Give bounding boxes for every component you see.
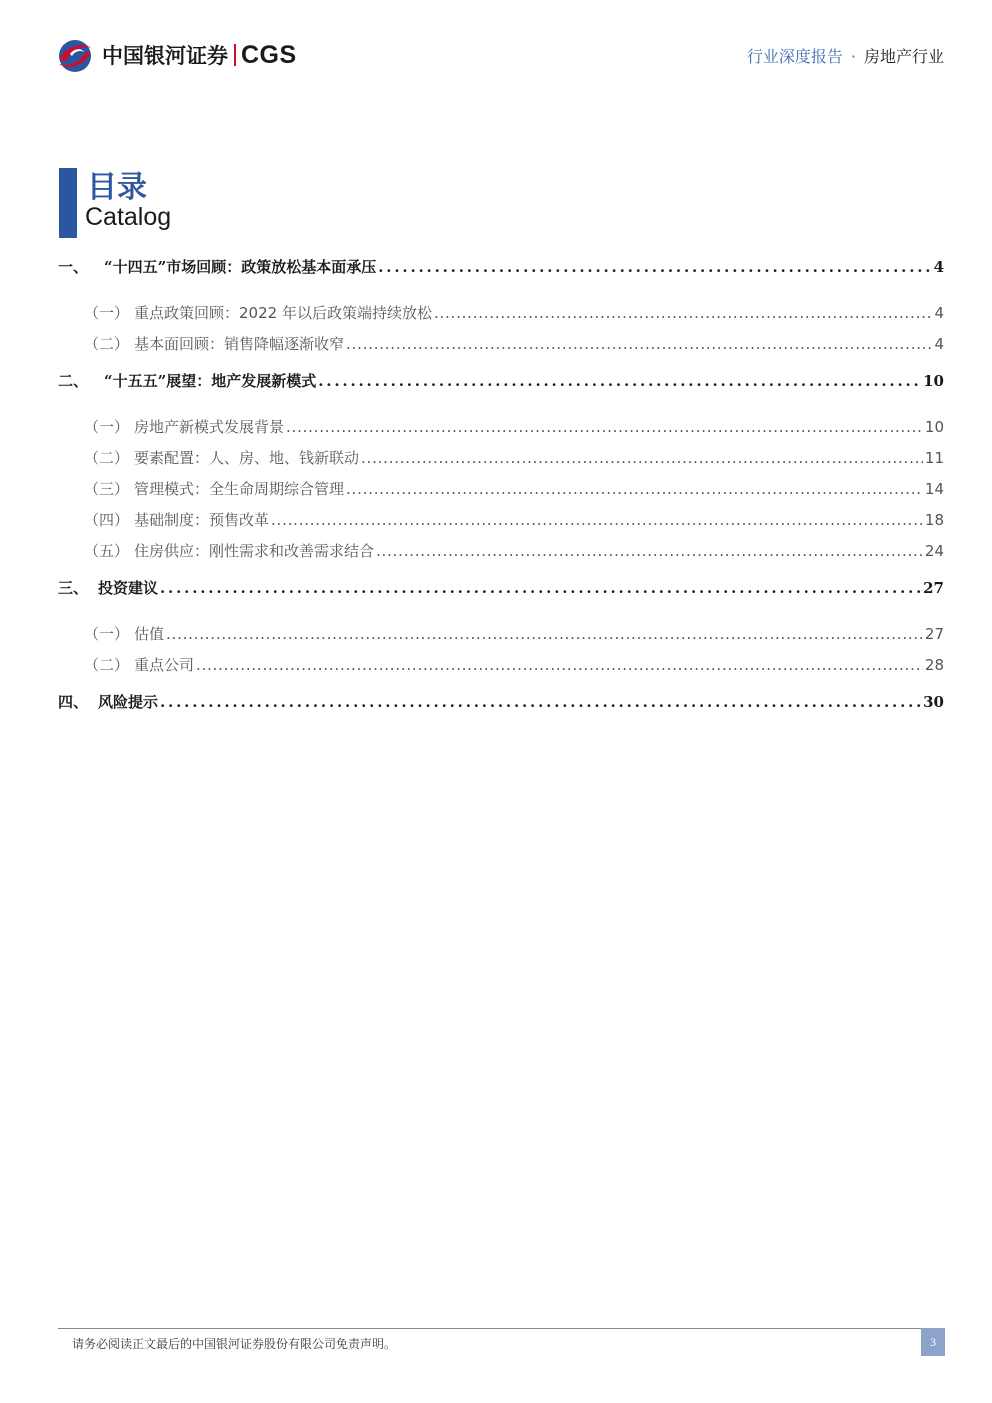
- toc-leader-dots: [196, 656, 923, 674]
- header-separator: ·: [850, 47, 856, 66]
- company-logo: [56, 36, 297, 74]
- toc-entry[interactable]: [58, 540, 944, 561]
- toc-number: （一）: [84, 304, 130, 322]
- report-type: 行业深度报告: [746, 47, 843, 66]
- toc-entry[interactable]: [58, 256, 944, 277]
- footer-disclaimer: 请务必阅读正文最后的中国银河证券股份有限公司免责声明。: [72, 1337, 397, 1351]
- toc-leader-dots: [378, 258, 931, 276]
- toc-entry[interactable]: [58, 654, 944, 675]
- toc-number: （一）: [84, 418, 130, 436]
- toc-page-number: 10: [923, 372, 944, 390]
- toc-number: 二、: [58, 372, 89, 390]
- toc-leader-dots: [160, 579, 921, 597]
- toc-title: 基础制度：预售改革: [134, 511, 270, 529]
- toc-number: （五）: [84, 542, 130, 560]
- toc-leader-dots: [346, 480, 923, 498]
- toc-page-number: 4: [934, 304, 944, 322]
- toc-title: 重点公司: [134, 656, 195, 674]
- toc-title: “十五五”展望：地产发展新模式: [104, 372, 317, 390]
- toc-entry[interactable]: [58, 416, 944, 437]
- footer-divider: [58, 1328, 944, 1329]
- toc-page-number: 11: [924, 449, 944, 467]
- toc-title: 管理模式：全生命周期综合管理: [134, 480, 345, 498]
- toc-number: （二）: [84, 656, 130, 674]
- page-number-badge: 3: [921, 1328, 945, 1356]
- toc-page-number: 28: [924, 656, 944, 674]
- toc-number: 一、: [58, 258, 89, 276]
- toc-page-number: 4: [934, 335, 944, 353]
- catalog-title-cn: 目录: [87, 170, 147, 205]
- industry-label: 房地产行业: [863, 47, 944, 66]
- toc-title: 要素配置：人、房、地、钱新联动: [134, 449, 360, 467]
- toc-title: 住房供应：刚性需求和改善需求结合: [134, 542, 375, 560]
- toc-entry[interactable]: [58, 370, 944, 391]
- toc-title: 风险提示: [98, 693, 159, 711]
- toc-title: 房地产新模式发展背景: [134, 418, 285, 436]
- toc-entry[interactable]: [58, 447, 944, 468]
- page-header: [0, 0, 992, 110]
- toc-leader-dots: [318, 372, 921, 390]
- catalog-accent-bar: [59, 168, 77, 238]
- toc-leader-dots: [166, 625, 923, 643]
- toc-page-number: 18: [924, 511, 944, 529]
- cgs-logo-icon: [56, 36, 96, 74]
- toc-leader-dots: [286, 418, 923, 436]
- toc-page-number: 4: [933, 258, 944, 276]
- report-category: [747, 44, 944, 67]
- toc-entry[interactable]: [58, 623, 944, 644]
- toc-page-number: 27: [923, 579, 944, 597]
- toc-number: 三、: [58, 579, 89, 597]
- toc-number: （二）: [84, 449, 130, 467]
- toc-entry[interactable]: [58, 333, 944, 354]
- toc-leader-dots: [160, 693, 921, 711]
- toc-page-number: 24: [924, 542, 944, 560]
- toc-title: 基本面回顾：销售降幅逐渐收窄: [134, 335, 345, 353]
- toc-title: 估值: [134, 625, 165, 643]
- toc-title: 投资建议: [98, 579, 159, 597]
- toc-entry[interactable]: [58, 577, 944, 598]
- toc-page-number: 14: [924, 480, 944, 498]
- toc-title: “十四五”市场回顾：政策放松基本面承压: [104, 258, 377, 276]
- toc-leader-dots: [434, 304, 933, 322]
- catalog-title-en: Catalog: [85, 203, 172, 231]
- toc-leader-dots: [361, 449, 923, 467]
- toc-number: （二）: [84, 335, 130, 353]
- toc-page-number: 27: [924, 625, 944, 643]
- toc-page-number: 30: [923, 693, 944, 711]
- toc-leader-dots: [376, 542, 923, 560]
- toc-leader-dots: [346, 335, 932, 353]
- toc-title: 重点政策回顾：2022 年以后政策端持续放松: [134, 304, 432, 322]
- toc-entry[interactable]: [58, 478, 944, 499]
- logo-divider: [234, 44, 236, 66]
- toc-number: （一）: [84, 625, 130, 643]
- toc-number: （四）: [84, 511, 130, 529]
- logo-english-text: CGS: [241, 40, 297, 69]
- toc-number: （三）: [84, 480, 130, 498]
- logo-chinese-text: 中国银河证券: [102, 44, 228, 68]
- toc-page-number: 10: [924, 418, 944, 436]
- toc-entry[interactable]: [58, 691, 944, 712]
- toc-leader-dots: [271, 511, 923, 529]
- toc-entry[interactable]: [58, 302, 944, 323]
- toc-number: 四、: [58, 693, 89, 711]
- toc-entry[interactable]: [58, 509, 944, 530]
